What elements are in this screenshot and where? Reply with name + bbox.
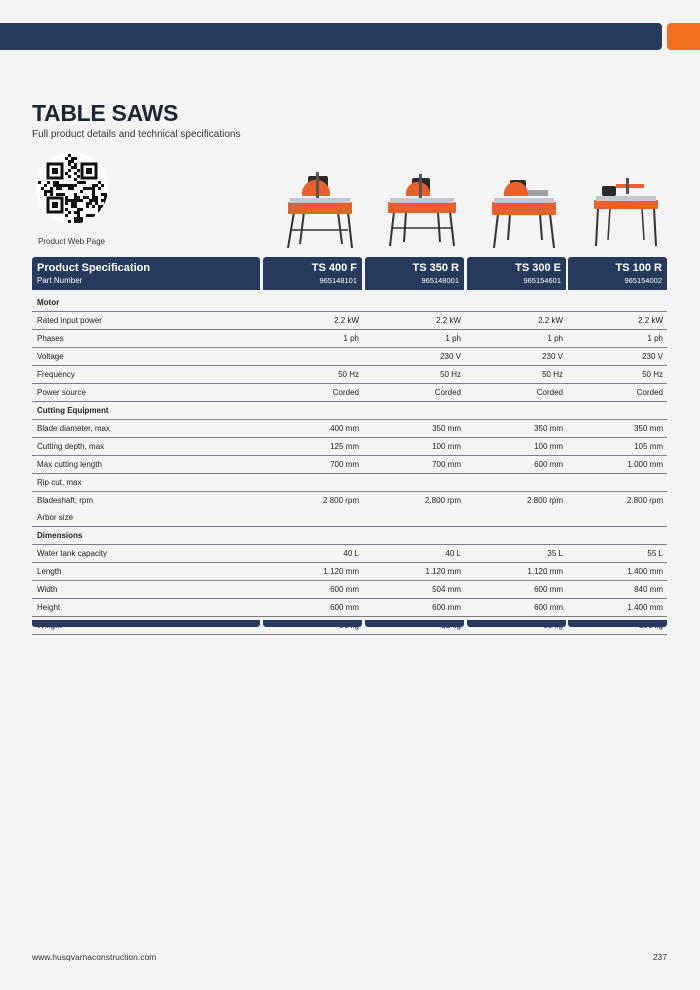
part-number-heading: Part Number (37, 276, 83, 285)
model-header (365, 257, 464, 290)
cell-value: 1.120 mm (425, 567, 461, 576)
row-label: Voltage (37, 352, 64, 361)
table-row (32, 456, 667, 474)
cell-value: 50 Hz (542, 370, 563, 379)
cell-value: 230 V (542, 352, 563, 361)
row-label: Water tank capacity (37, 549, 107, 558)
row-label: Power source (37, 388, 86, 397)
model-name: TS 350 R (412, 262, 459, 274)
section-row (32, 402, 667, 420)
model-part-number: 965148101 (319, 276, 357, 285)
model-name: TS 400 F (311, 262, 357, 274)
cell-value: 50 Hz (440, 370, 461, 379)
table-footer-bar (263, 620, 362, 627)
product-image-ts-350-r (382, 168, 462, 250)
cell-value: 2.2 kW (436, 316, 461, 325)
cell-value: 600 mm (534, 603, 563, 612)
cell-value: 100 mm (432, 442, 461, 451)
cell-value: 600 mm (534, 585, 563, 594)
row-label: Cutting depth, max (37, 442, 105, 451)
cell-value: Corded (636, 388, 663, 397)
cell-value: 1 ph (343, 334, 359, 343)
table-row (32, 599, 667, 617)
cell-value: 1 ph (647, 334, 663, 343)
row-label: Height (37, 603, 61, 612)
section-row (32, 294, 667, 312)
row-label: Frequency (37, 370, 75, 379)
row-label: Cutting Equipment (37, 406, 109, 415)
product-image-ts-300-e (484, 168, 564, 250)
table-footer-bar (32, 620, 260, 627)
row-label: Bladeshaft, rpm (37, 496, 94, 505)
table-footer-bar (568, 620, 667, 627)
cell-value: 350 mm (432, 424, 461, 433)
cell-value: 700 mm (330, 460, 359, 469)
row-label: Length (37, 567, 62, 576)
cell-value: 2.2 kW (638, 316, 663, 325)
table-row (32, 384, 667, 402)
row-label: Dimensions (37, 531, 83, 540)
cell-value: 504 mm (432, 585, 461, 594)
cell-value: 600 mm (330, 603, 359, 612)
cell-value: 1.400 mm (627, 603, 663, 612)
model-header (263, 257, 362, 290)
cell-value: Corded (536, 388, 563, 397)
cell-value: 40 L (343, 549, 359, 558)
row-label: Arbor size (37, 513, 74, 522)
table-row (32, 563, 667, 581)
cell-value: 600 mm (432, 603, 461, 612)
page-title: TABLE SAWS (32, 100, 179, 126)
row-label: Motor (37, 298, 60, 307)
table-header-spec (32, 257, 260, 290)
product-image-ts-400-f (280, 168, 360, 250)
footer-url-link[interactable]: www.husqvarnaconstruction.com (32, 952, 157, 962)
table-row (32, 474, 667, 492)
table-row (32, 581, 667, 599)
header-bar (0, 23, 662, 50)
cell-value: 840 mm (634, 585, 663, 594)
model-part-number: 965154601 (523, 276, 561, 285)
product-image-ts-100-r (586, 168, 666, 250)
cell-value: 1.000 mm (627, 460, 663, 469)
row-label: Rated input power (37, 316, 102, 325)
cell-value: 105 mm (634, 442, 663, 451)
spec-table (32, 294, 667, 635)
cell-value: 50 Hz (338, 370, 359, 379)
model-header (467, 257, 566, 290)
model-part-number: 965154002 (624, 276, 662, 285)
cell-value: 2 800 rpm (322, 496, 359, 505)
cell-value: 2.800 rpm (526, 496, 563, 505)
model-part-number: 965148001 (421, 276, 459, 285)
table-row (32, 420, 667, 438)
page-number: 237 (652, 952, 667, 962)
cell-value: 40 L (445, 549, 461, 558)
table-footer-bar (365, 620, 464, 627)
cell-value: 350 mm (634, 424, 663, 433)
cell-value: 1 ph (547, 334, 563, 343)
cell-value: 55 L (647, 549, 663, 558)
table-row (32, 312, 667, 330)
row-label: Max cutting length (37, 460, 102, 469)
cell-value: 1.120 mm (323, 567, 359, 576)
cell-value: 2.800 rpm (626, 496, 663, 505)
table-row (32, 366, 667, 384)
header-accent (667, 23, 700, 50)
cell-value: 2.2 kW (334, 316, 359, 325)
product-spec-heading: Product Specification (37, 262, 151, 274)
table-row (32, 348, 667, 366)
cell-value: 230 V (642, 352, 663, 361)
cell-value: 1 ph (445, 334, 461, 343)
cell-value: 600 mm (534, 460, 563, 469)
cell-value: Corded (434, 388, 461, 397)
row-label: Blade diameter, max (37, 424, 110, 433)
cell-value: 230 V (440, 352, 461, 361)
cell-value: 1.400 mm (627, 567, 663, 576)
cell-value: 2.2 kW (538, 316, 563, 325)
cell-value: 100 mm (534, 442, 563, 451)
table-row (32, 330, 667, 348)
cell-value: 400 mm (330, 424, 359, 433)
table-row (32, 438, 667, 456)
table-row (32, 492, 667, 509)
row-label: Width (37, 585, 58, 594)
table-row (32, 509, 667, 527)
cell-value: 600 mm (330, 585, 359, 594)
table-row (32, 545, 667, 563)
table-footer-bar (467, 620, 566, 627)
qr-label: Product Web Page (38, 237, 106, 246)
cell-value: 125 mm (330, 442, 359, 451)
row-label: Rip cut, max (37, 478, 82, 487)
model-header (568, 257, 667, 290)
cell-value: 350 mm (534, 424, 563, 433)
cell-value: 50 Hz (642, 370, 663, 379)
model-name: TS 100 R (615, 262, 662, 274)
cell-value: 700 mm (432, 460, 461, 469)
row-label: Phases (37, 334, 64, 343)
cell-value: Corded (332, 388, 359, 397)
cell-value: 1.120 mm (527, 567, 563, 576)
cell-value: 35 L (547, 549, 563, 558)
section-row (32, 527, 667, 545)
cell-value: 2.800 rpm (424, 496, 461, 505)
model-name: TS 300 E (515, 262, 561, 274)
page-subtitle: Full product details and technical specifications (32, 129, 241, 140)
qr-code[interactable] (36, 152, 108, 224)
